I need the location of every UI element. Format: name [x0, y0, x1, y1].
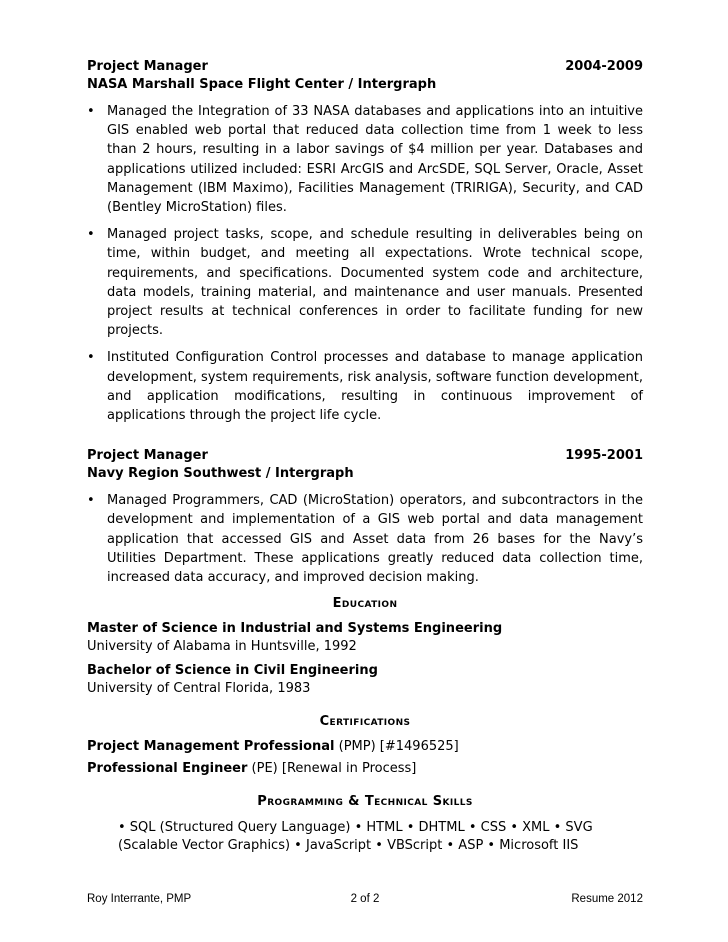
certification-name: Project Management Professional	[87, 739, 335, 755]
degree-entry	[87, 662, 643, 698]
skills-line: • SQL (Structured Query Language) • HTML • DHTML • CSS • XML • SVG	[118, 820, 593, 836]
degree-school: University of Alabama in Huntsville, 1992	[87, 639, 357, 655]
job-entry	[87, 58, 643, 425]
job-header	[87, 58, 643, 76]
job-entry	[87, 447, 643, 587]
job-title: Project Manager	[87, 59, 208, 74]
footer-author: Roy Interrante, PMP	[87, 893, 192, 905]
job-bullet: • Instituted Configuration Control processes and database to manage application development, system requirements, risk analysis, software function development, and application modifications, resulting in continuous improvement of applications through the project life cycle.	[87, 348, 643, 425]
degree-name: Bachelor of Science in Civil Engineering	[87, 663, 378, 679]
degree-entry	[87, 620, 643, 656]
certification-entry	[87, 760, 643, 778]
degree-school: University of Central Florida, 1983	[87, 681, 311, 697]
job-bullets	[87, 491, 643, 587]
page-footer	[87, 893, 643, 905]
footer-page-number: 2 of 2	[350, 893, 380, 905]
certification-detail: (PMP) [#1496525]	[334, 739, 459, 755]
resume-page	[87, 58, 643, 855]
job-dates: 1995-2001	[565, 448, 643, 464]
job-header	[87, 447, 643, 465]
job-title: Project Manager	[87, 448, 208, 464]
job-bullet: • Managed project tasks, scope, and schedule resulting in deliverables being on time, within budget, and meeting all expectations. Wrote technical scope, requirements, and specifications. Documented system code and architecture, data models, training material, and maintenance and user manuals. Presented project results at technical conferences in order to facilitate funding for new projects.	[87, 225, 643, 340]
certifications-heading: Certifications	[319, 714, 411, 730]
job-bullets	[87, 102, 643, 425]
footer-document-label: Resume 2012	[571, 893, 643, 905]
job-organization: NASA Marshall Space Flight Center / Intergraph	[87, 77, 437, 92]
education-heading: Education	[332, 596, 398, 612]
skills-list	[118, 819, 643, 855]
skills-line: (Scalable Vector Graphics) • JavaScript • VBScript • ASP • Microsoft IIS	[118, 838, 579, 854]
job-dates: 2004-2009	[565, 59, 643, 74]
certification-name: Professional Engineer	[87, 761, 248, 777]
job-bullet: • Managed the Integration of 33 NASA databases and applications into an intuitive GIS enabled web portal that reduced data collection time from 1 week to less than 2 hours, resulting in a labor savings of $4 million per year. Databases and applications utilized included: ESRI ArcGIS and ArcSDE, SQL Server, Oracle, Asset Management (IBM Maximo), Facilities Management (TRIRIGA), Security, and CAD (Bentley MicroStation) files.	[87, 102, 643, 217]
certification-entry	[87, 738, 643, 756]
certification-detail: (PE) [Renewal in Process]	[247, 761, 417, 777]
skills-heading: Programming & Technical Skills	[257, 794, 473, 810]
degree-name: Master of Science in Industrial and Systems Engineering	[87, 621, 503, 637]
job-bullet: • Managed Programmers, CAD (MicroStation) operators, and subcontractors in the development and implementation of a GIS web portal and data management application that accessed GIS and Asset data from 26 bases for the Navy’s Utilities Department. These applications greatly reduced data collection time, increased data accuracy, and improved decision making.	[87, 491, 643, 587]
job-organization: Navy Region Southwest / Intergraph	[87, 466, 354, 482]
